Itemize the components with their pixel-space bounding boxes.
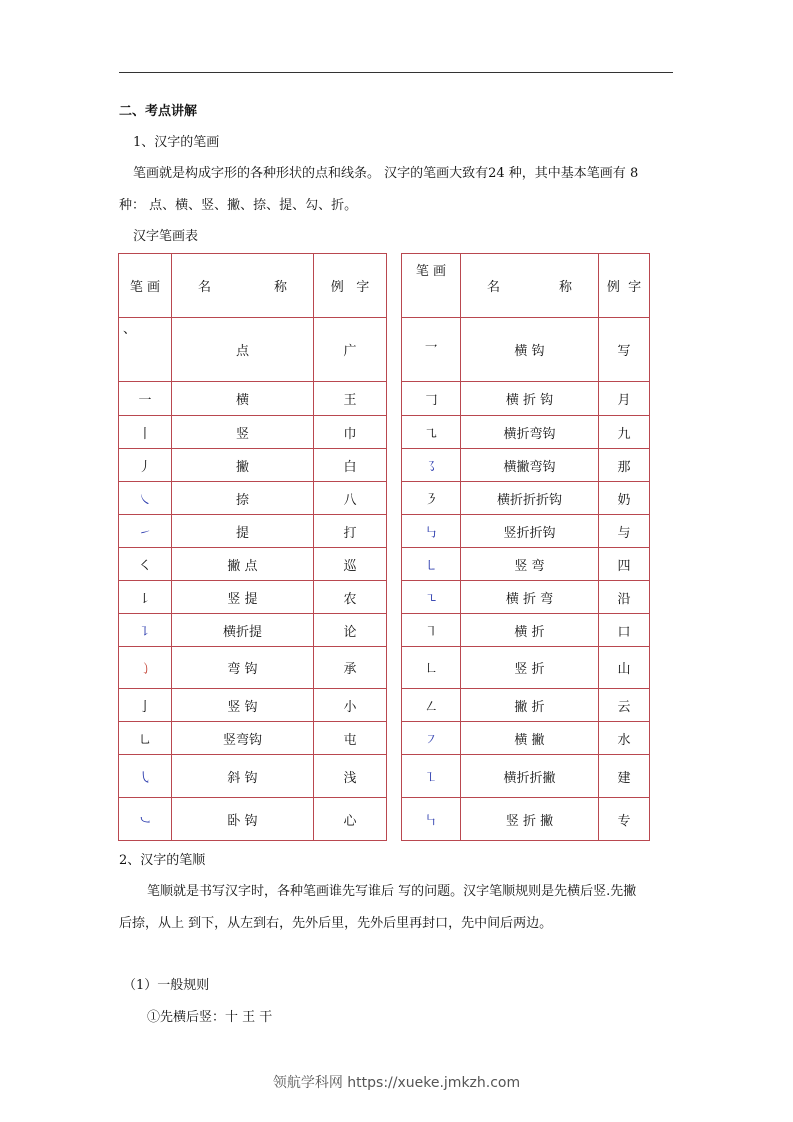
stroke-row xyxy=(119,416,387,449)
stroke-example: 白 xyxy=(314,449,387,482)
stroke-glyph: ㇂ xyxy=(119,755,172,798)
stroke-glyph: ㇄ xyxy=(402,548,461,581)
stroke-example: 奶 xyxy=(599,482,650,515)
stroke-row xyxy=(119,382,387,416)
stroke-row xyxy=(402,798,650,841)
stroke-row xyxy=(402,382,650,416)
footer-watermark: 领航学科网 https://xueke.jmkzh.com xyxy=(272,1075,521,1091)
stroke-name: 竖 折 撇 xyxy=(461,798,599,841)
stroke-name: 弯 钩 xyxy=(172,647,314,689)
stroke-table-right xyxy=(401,253,650,841)
section-2-paragraph-line2: 后捺，从上 到下，从左到右，先外后里，先外后里再封口，先中间后两边。 xyxy=(119,916,553,931)
stroke-name: 横折弯钩 xyxy=(461,416,599,449)
top-rule xyxy=(119,72,673,73)
stroke-glyph: ㇏ xyxy=(119,482,172,515)
stroke-glyph: 、 xyxy=(119,318,172,382)
stroke-name: 横折提 xyxy=(172,614,314,647)
stroke-example: 口 xyxy=(599,614,650,647)
stroke-row xyxy=(402,755,650,798)
stroke-name: 斜 钩 xyxy=(172,755,314,798)
stroke-glyph: ㇈ xyxy=(402,416,461,449)
stroke-example: 四 xyxy=(599,548,650,581)
stroke-glyph: 丿 xyxy=(119,449,172,482)
stroke-glyph: ㇅ xyxy=(402,755,461,798)
table-caption: 汉字笔画表 xyxy=(133,229,199,244)
stroke-glyph: ㇕ xyxy=(402,614,461,647)
stroke-example: 心 xyxy=(314,798,387,841)
stroke-example: 巡 xyxy=(314,548,387,581)
stroke-glyph: ㇇ xyxy=(402,722,461,755)
stroke-name: 撇 点 xyxy=(172,548,314,581)
stroke-example: 巾 xyxy=(314,416,387,449)
stroke-row xyxy=(119,449,387,482)
header-example: 例 字 xyxy=(599,254,650,318)
stroke-glyph: ㇛ xyxy=(119,548,172,581)
stroke-row xyxy=(119,755,387,798)
stroke-example: 月 xyxy=(599,382,650,416)
stroke-example: 屯 xyxy=(314,722,387,755)
stroke-row xyxy=(402,722,650,755)
stroke-row xyxy=(402,647,650,689)
stroke-row xyxy=(119,581,387,614)
stroke-name: 横撇弯钩 xyxy=(461,449,599,482)
stroke-glyph: 丨 xyxy=(119,416,172,449)
stroke-example: 云 xyxy=(599,689,650,722)
section-3-title: （1）一般规则 xyxy=(123,978,210,993)
stroke-row xyxy=(402,689,650,722)
stroke-row xyxy=(119,614,387,647)
stroke-example: 沿 xyxy=(599,581,650,614)
stroke-row xyxy=(119,689,387,722)
section-1-paragraph-line1: 笔画就是构成字形的各种形状的点和线条。 汉字的笔画大致有24 种，其中基本笔画有 8 xyxy=(133,166,639,181)
stroke-row xyxy=(402,449,650,482)
stroke-name: 竖 提 xyxy=(172,581,314,614)
stroke-table-left xyxy=(118,253,387,841)
stroke-example: 打 xyxy=(314,515,387,548)
stroke-glyph: ㇟ xyxy=(119,722,172,755)
stroke-glyph: ㇍ xyxy=(402,581,461,614)
stroke-example: 小 xyxy=(314,689,387,722)
section-1-title: 1、汉字的笔画 xyxy=(133,135,220,150)
stroke-name: 横折折折钩 xyxy=(461,482,599,515)
stroke-example: 写 xyxy=(599,318,650,382)
stroke-glyph: ㇞ xyxy=(402,798,461,841)
stroke-name: 捺 xyxy=(172,482,314,515)
header-stroke: 笔 画 xyxy=(402,254,461,318)
stroke-example: 农 xyxy=(314,581,387,614)
stroke-row xyxy=(119,482,387,515)
stroke-name: 竖 弯 xyxy=(461,548,599,581)
stroke-example: 建 xyxy=(599,755,650,798)
stroke-row xyxy=(402,548,650,581)
stroke-glyph: ㇋ xyxy=(402,482,461,515)
stroke-glyph: ㇉ xyxy=(402,515,461,548)
stroke-example: 山 xyxy=(599,647,650,689)
stroke-name: 竖折折钩 xyxy=(461,515,599,548)
section-1-paragraph-line2: 种： 点、横、竖、撇、捺、提、勾、折。 xyxy=(119,198,358,213)
stroke-name: 横折折撇 xyxy=(461,755,599,798)
stroke-glyph: 亅 xyxy=(119,689,172,722)
stroke-row xyxy=(402,318,650,382)
section-2-title: 2、汉字的笔顺 xyxy=(119,853,206,868)
header-stroke: 笔 画 xyxy=(119,254,172,318)
stroke-row xyxy=(119,515,387,548)
stroke-example: 承 xyxy=(314,647,387,689)
stroke-glyph: ㇁ xyxy=(119,647,172,689)
stroke-example: 九 xyxy=(599,416,650,449)
stroke-name: 横 折 弯 xyxy=(461,581,599,614)
stroke-row xyxy=(402,581,650,614)
section-2-paragraph-line1: 笔顺就是书写汉字时，各种笔画谁先写谁后 写的问题。汉字笔顺规则是先横后竖.先撇 xyxy=(147,884,637,899)
stroke-name: 竖弯钩 xyxy=(172,722,314,755)
stroke-name: 竖 xyxy=(172,416,314,449)
stroke-example: 浅 xyxy=(314,755,387,798)
section-3-rule-1: ①先横后竖：十 王 干 xyxy=(147,1010,273,1025)
stroke-row xyxy=(402,515,650,548)
stroke-example: 八 xyxy=(314,482,387,515)
stroke-name: 横 钩 xyxy=(461,318,599,382)
stroke-glyph: ㇜ xyxy=(402,689,461,722)
stroke-name: 竖 钩 xyxy=(172,689,314,722)
stroke-example: 水 xyxy=(599,722,650,755)
stroke-row xyxy=(119,798,387,841)
stroke-row xyxy=(119,548,387,581)
header-name: 名 称 xyxy=(172,254,314,318)
stroke-example: 广 xyxy=(314,318,387,382)
header-name: 名 称 xyxy=(461,254,599,318)
stroke-glyph: ㇃ xyxy=(119,798,172,841)
stroke-row xyxy=(402,614,650,647)
stroke-name: 点 xyxy=(172,318,314,382)
stroke-name: 撇 xyxy=(172,449,314,482)
stroke-name: 撇 折 xyxy=(461,689,599,722)
stroke-example: 王 xyxy=(314,382,387,416)
stroke-name: 提 xyxy=(172,515,314,548)
stroke-row xyxy=(119,647,387,689)
stroke-example: 与 xyxy=(599,515,650,548)
stroke-glyph: ㇗ xyxy=(402,647,461,689)
stroke-name: 卧 钩 xyxy=(172,798,314,841)
header-example: 例 字 xyxy=(314,254,387,318)
stroke-row xyxy=(402,482,650,515)
section-heading: 二、考点讲解 xyxy=(119,104,198,119)
stroke-example: 那 xyxy=(599,449,650,482)
stroke-glyph: ㇙ xyxy=(119,581,172,614)
stroke-glyph: ㇀ xyxy=(119,515,172,548)
stroke-row xyxy=(402,416,650,449)
stroke-glyph: 一 xyxy=(119,382,172,416)
stroke-name: 横 折 钩 xyxy=(461,382,599,416)
stroke-name: 横 撇 xyxy=(461,722,599,755)
stroke-name: 竖 折 xyxy=(461,647,599,689)
stroke-name: 横 xyxy=(172,382,314,416)
stroke-glyph: 𠃌 xyxy=(402,382,461,416)
stroke-example: 论 xyxy=(314,614,387,647)
stroke-row xyxy=(119,722,387,755)
stroke-example: 专 xyxy=(599,798,650,841)
stroke-glyph: ㇊ xyxy=(119,614,172,647)
stroke-row xyxy=(119,318,387,382)
stroke-glyph: ㇌ xyxy=(402,449,461,482)
stroke-name: 横 折 xyxy=(461,614,599,647)
stroke-glyph: 乛 xyxy=(402,318,461,382)
